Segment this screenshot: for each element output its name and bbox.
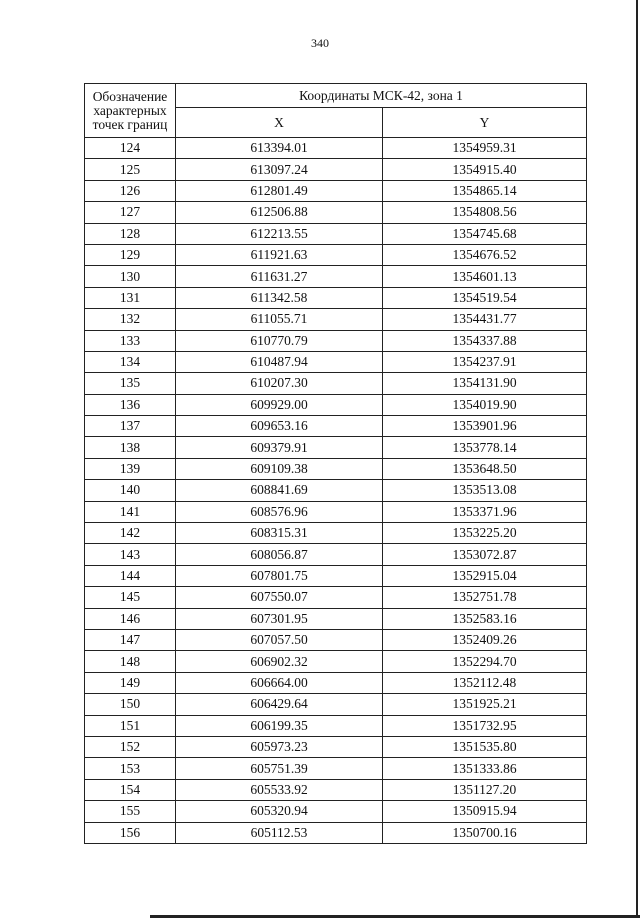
point-id-cell: 152 [85, 736, 176, 757]
table-row [85, 694, 587, 715]
point-id-cell: 154 [85, 779, 176, 800]
y-coordinate-cell: 1353778.14 [383, 437, 587, 458]
y-coordinate-cell: 1350700.16 [383, 822, 587, 843]
y-column-header: Y [383, 108, 587, 138]
y-coordinate-cell: 1353371.96 [383, 501, 587, 522]
point-id-cell: 143 [85, 544, 176, 565]
x-coordinate-cell: 606429.64 [176, 694, 383, 715]
y-coordinate-cell: 1352915.04 [383, 565, 587, 586]
coordinates-table [84, 83, 587, 844]
x-column-header: X [176, 108, 383, 138]
point-id-cell: 156 [85, 822, 176, 843]
point-id-cell: 138 [85, 437, 176, 458]
table-row [85, 651, 587, 672]
y-coordinate-cell: 1352583.16 [383, 608, 587, 629]
y-coordinate-cell: 1354131.90 [383, 373, 587, 394]
y-coordinate-cell: 1354959.31 [383, 138, 587, 159]
y-coordinate-cell: 1353648.50 [383, 458, 587, 479]
y-coordinate-cell: 1353225.20 [383, 523, 587, 544]
point-id-cell: 155 [85, 801, 176, 822]
y-coordinate-cell: 1354676.52 [383, 244, 587, 265]
table-row [85, 523, 587, 544]
point-id-cell: 131 [85, 287, 176, 308]
point-id-cell: 133 [85, 330, 176, 351]
x-coordinate-cell: 611631.27 [176, 266, 383, 287]
table-row [85, 758, 587, 779]
x-coordinate-cell: 613394.01 [176, 138, 383, 159]
y-coordinate-cell: 1351732.95 [383, 715, 587, 736]
table-row [85, 287, 587, 308]
table-row [85, 480, 587, 501]
point-id-cell: 151 [85, 715, 176, 736]
y-coordinate-cell: 1353901.96 [383, 416, 587, 437]
y-coordinate-cell: 1354237.91 [383, 351, 587, 372]
table-header-row [85, 84, 587, 108]
y-coordinate-cell: 1354431.77 [383, 309, 587, 330]
page-number: 340 [311, 36, 329, 50]
y-coordinate-cell: 1352751.78 [383, 587, 587, 608]
x-coordinate-cell: 607057.50 [176, 629, 383, 650]
table-row [85, 394, 587, 415]
y-coordinate-cell: 1354019.90 [383, 394, 587, 415]
table-row [85, 822, 587, 843]
point-id-cell: 134 [85, 351, 176, 372]
y-coordinate-cell: 1352112.48 [383, 672, 587, 693]
table-row [85, 351, 587, 372]
x-coordinate-cell: 611342.58 [176, 287, 383, 308]
table-row [85, 159, 587, 180]
point-id-cell: 129 [85, 244, 176, 265]
table-row [85, 587, 587, 608]
table-row [85, 266, 587, 287]
x-coordinate-cell: 607301.95 [176, 608, 383, 629]
x-coordinate-cell: 605320.94 [176, 801, 383, 822]
point-id-cell: 149 [85, 672, 176, 693]
point-id-cell: 139 [85, 458, 176, 479]
point-header-line-2: характерных [93, 102, 167, 118]
point-id-cell: 135 [85, 373, 176, 394]
table-row [85, 437, 587, 458]
point-header-line-1: Обозначение [92, 88, 168, 104]
point-id-cell: 146 [85, 608, 176, 629]
point-id-cell: 125 [85, 159, 176, 180]
point-id-cell: 144 [85, 565, 176, 586]
table-row [85, 779, 587, 800]
y-coordinate-cell: 1352409.26 [383, 629, 587, 650]
y-coordinate-cell: 1354865.14 [383, 180, 587, 201]
point-id-cell: 130 [85, 266, 176, 287]
x-coordinate-cell: 608576.96 [176, 501, 383, 522]
x-coordinate-cell: 605973.23 [176, 736, 383, 757]
y-coordinate-cell: 1351925.21 [383, 694, 587, 715]
x-coordinate-cell: 611055.71 [176, 309, 383, 330]
y-coordinate-cell: 1354519.54 [383, 287, 587, 308]
x-coordinate-cell: 605533.92 [176, 779, 383, 800]
point-id-cell: 145 [85, 587, 176, 608]
y-coordinate-cell: 1354745.68 [383, 223, 587, 244]
y-coordinate-cell: 1354808.56 [383, 202, 587, 223]
point-header-line-3: точек границ [92, 116, 168, 132]
point-id-cell: 140 [85, 480, 176, 501]
table-row [85, 180, 587, 201]
y-coordinate-cell: 1350915.94 [383, 801, 587, 822]
table-row [85, 801, 587, 822]
x-coordinate-cell: 610487.94 [176, 351, 383, 372]
point-id-cell: 142 [85, 523, 176, 544]
table-row [85, 416, 587, 437]
point-designation-header [85, 84, 176, 138]
y-coordinate-cell: 1354915.40 [383, 159, 587, 180]
x-coordinate-cell: 609109.38 [176, 458, 383, 479]
point-id-cell: 126 [85, 180, 176, 201]
x-coordinate-cell: 606199.35 [176, 715, 383, 736]
x-coordinate-cell: 606664.00 [176, 672, 383, 693]
x-coordinate-cell: 610770.79 [176, 330, 383, 351]
table-row [85, 138, 587, 159]
y-coordinate-cell: 1353513.08 [383, 480, 587, 501]
x-coordinate-cell: 606902.32 [176, 651, 383, 672]
point-id-cell: 141 [85, 501, 176, 522]
table-row [85, 458, 587, 479]
table-row [85, 736, 587, 757]
y-coordinate-cell: 1354337.88 [383, 330, 587, 351]
table-row [85, 715, 587, 736]
table-row [85, 629, 587, 650]
point-id-cell: 124 [85, 138, 176, 159]
table-row [85, 223, 587, 244]
x-coordinate-cell: 605751.39 [176, 758, 383, 779]
point-id-cell: 127 [85, 202, 176, 223]
x-coordinate-cell: 612801.49 [176, 180, 383, 201]
table-body [85, 138, 587, 844]
x-coordinate-cell: 608841.69 [176, 480, 383, 501]
y-coordinate-cell: 1351333.86 [383, 758, 587, 779]
x-coordinate-cell: 608315.31 [176, 523, 383, 544]
table-row [85, 309, 587, 330]
y-coordinate-cell: 1354601.13 [383, 266, 587, 287]
point-id-cell: 148 [85, 651, 176, 672]
x-coordinate-cell: 612506.88 [176, 202, 383, 223]
x-coordinate-cell: 607801.75 [176, 565, 383, 586]
x-coordinate-cell: 609379.91 [176, 437, 383, 458]
x-coordinate-cell: 608056.87 [176, 544, 383, 565]
table-row [85, 565, 587, 586]
point-id-cell: 137 [85, 416, 176, 437]
table-row [85, 244, 587, 265]
y-coordinate-cell: 1351127.20 [383, 779, 587, 800]
table-row [85, 544, 587, 565]
point-id-cell: 153 [85, 758, 176, 779]
table-row [85, 202, 587, 223]
x-coordinate-cell: 611921.63 [176, 244, 383, 265]
point-id-cell: 128 [85, 223, 176, 244]
x-coordinate-cell: 609929.00 [176, 394, 383, 415]
x-coordinate-cell: 607550.07 [176, 587, 383, 608]
x-coordinate-cell: 612213.55 [176, 223, 383, 244]
scan-border-right [636, 0, 638, 918]
table-row [85, 330, 587, 351]
coordinates-system-header: Координаты МСК-42, зона 1 [176, 84, 587, 108]
table-row [85, 672, 587, 693]
y-coordinate-cell: 1352294.70 [383, 651, 587, 672]
y-coordinate-cell: 1353072.87 [383, 544, 587, 565]
point-id-cell: 136 [85, 394, 176, 415]
x-coordinate-cell: 609653.16 [176, 416, 383, 437]
x-coordinate-cell: 605112.53 [176, 822, 383, 843]
x-coordinate-cell: 613097.24 [176, 159, 383, 180]
point-id-cell: 132 [85, 309, 176, 330]
table-row [85, 501, 587, 522]
y-coordinate-cell: 1351535.80 [383, 736, 587, 757]
table-row [85, 373, 587, 394]
table-row [85, 608, 587, 629]
point-id-cell: 147 [85, 629, 176, 650]
point-id-cell: 150 [85, 694, 176, 715]
x-coordinate-cell: 610207.30 [176, 373, 383, 394]
